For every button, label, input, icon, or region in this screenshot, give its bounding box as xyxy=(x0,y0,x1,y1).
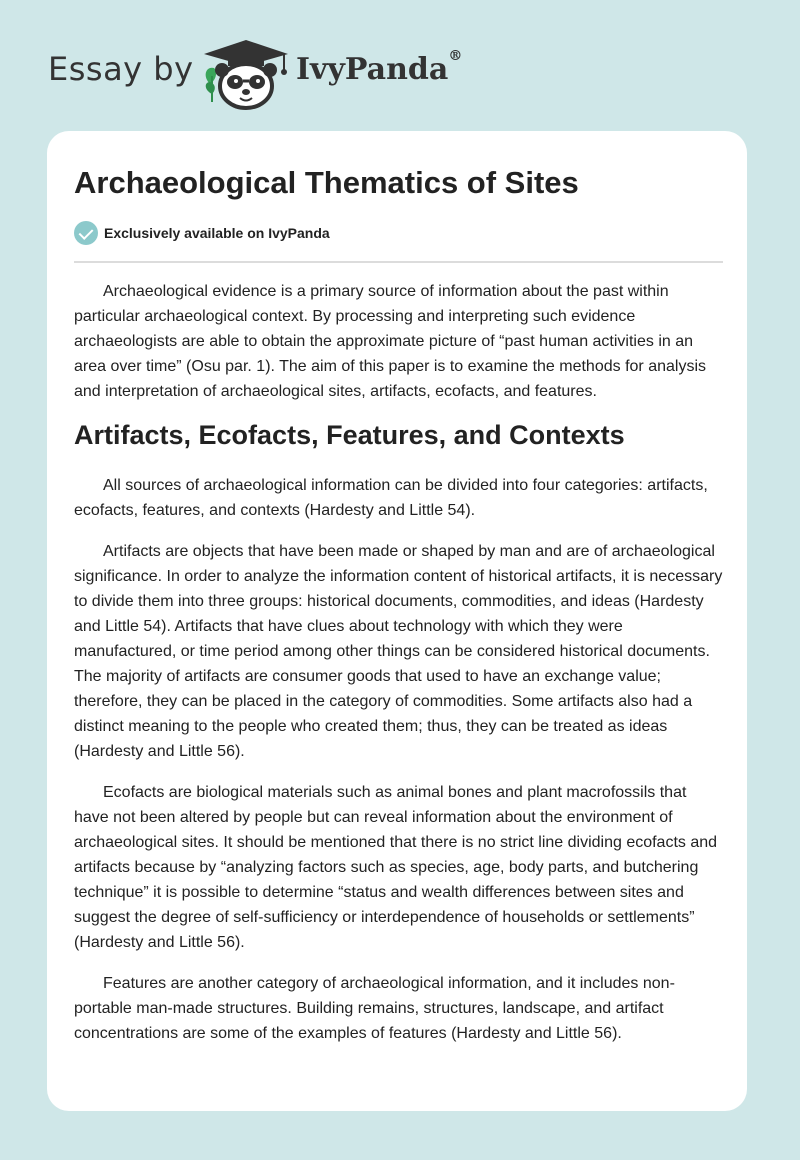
body-paragraph: Ecofacts are biological materials such as animal bones and plant macrofossils that have not been altered by people but can reveal information about the environment of archaeological sites. It should be mentioned that there is no strict line dividing ecofacts and artifacts because by “analyzing factors such as species, age, body parts, and butchering technique” it is possible to determine “status and wealth differences between sites and suggest the degree of self-sufficiency or interdependence of households or settlements” (Hardesty and Little 56). xyxy=(74,784,718,951)
section-heading: Artifacts, Ecofacts, Features, and Contexts xyxy=(74,420,625,450)
exclusive-badge xyxy=(74,221,330,245)
brand-prefix: Essay by xyxy=(48,50,194,88)
article-card xyxy=(47,131,747,1111)
exclusive-badge-label: Exclusively available on IvyPanda xyxy=(104,225,330,241)
intro-paragraph: Archaeological evidence is a primary source of information about the past within particular archaeological context. By processing and interpreting such evidence archaeologists are able to obtain the approximate picture of “past human activities in an area over time” (Osu par. 1). The aim of this paper is to examine the methods for analysis and interpretation of archaeological sites, artifacts, ecofacts, and features. xyxy=(74,283,706,400)
page-title: Archaeological Thematics of Sites xyxy=(74,165,579,200)
article-body xyxy=(74,279,723,1062)
check-icon xyxy=(74,221,98,245)
body-paragraph: All sources of archaeological information can be divided into four categories: artifacts, ecofacts, features, and contexts (Hardesty and Little 54). xyxy=(74,477,708,519)
panda-graduate-icon[interactable] xyxy=(200,36,292,112)
site-header xyxy=(0,0,800,130)
registered-mark: ® xyxy=(448,48,463,64)
divider xyxy=(74,261,723,263)
brand-logo-text[interactable] xyxy=(296,48,463,87)
brand-name: IvyPanda xyxy=(296,52,449,87)
body-paragraph: Artifacts are objects that have been made or shaped by man and are of archaeological significance. In order to analyze the information content of historical artifacts, it is necessary to divide them into three groups: historical documents, commodities, and ideas (Hardesty and Little 54). Artifacts that have clues about technology with which they were manufactured, or time period among other things can be considered historical documents. The majority of artifacts are consumer goods that used to have an exchange value; therefore, they can be placed in the category of commodities. Some artifacts also had a distinct meaning to the people who created them; thus, they can be treated as ideas (Hardesty and Little 56). xyxy=(74,543,723,760)
body-paragraph: Features are another category of archaeological information, and it includes non-portable man-made structures. Building remains, structures, landscape, and artifact concentrations are some of the examples of features (Hardesty and Little 56). xyxy=(74,975,675,1042)
